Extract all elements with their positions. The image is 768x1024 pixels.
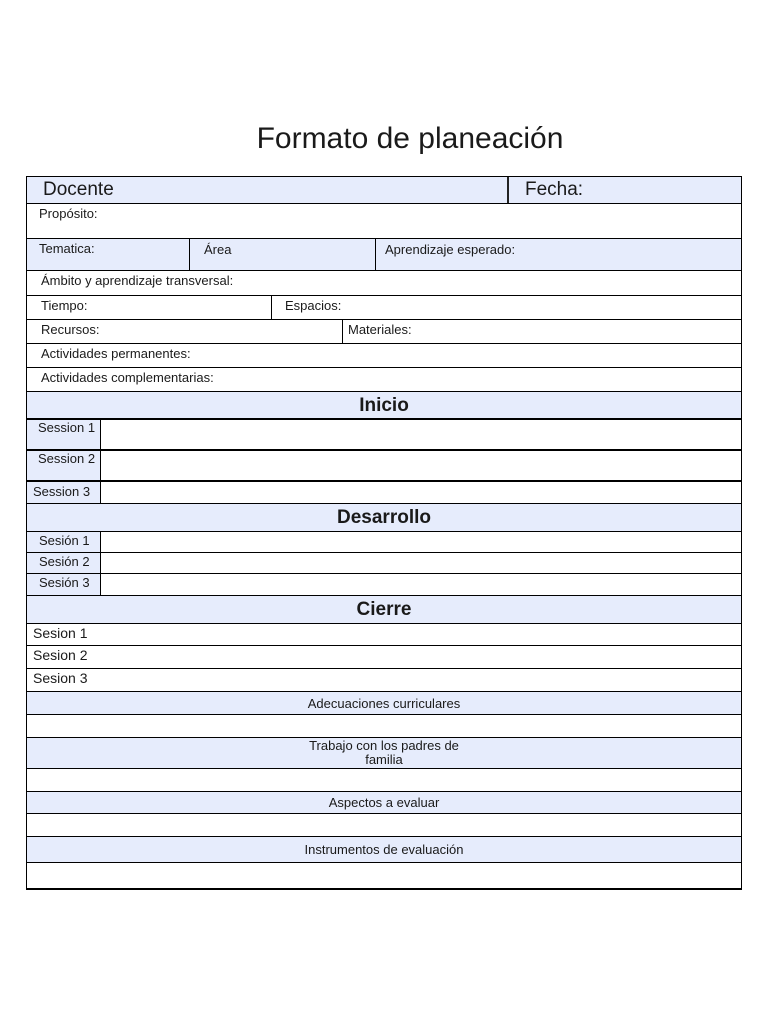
inicio-session-field[interactable] [100,420,741,449]
complementarias-field[interactable] [27,368,741,391]
cierre-session-row [27,646,741,669]
desarrollo-session-row [27,574,741,596]
area-field[interactable] [189,239,375,270]
aprendizaje-label: Aprendizaje esperado: [385,242,516,257]
proposito-field[interactable] [27,204,741,238]
desarrollo-session-field[interactable] [100,553,741,573]
inicio-session-field[interactable] [100,451,741,480]
espacios-label: Espacios: [285,298,342,313]
cierre-session-label: Sesion 1 [33,625,88,641]
planning-form [26,176,742,890]
desarrollo-session-field[interactable] [100,574,741,595]
tiempo-field[interactable] [27,296,271,319]
desarrollo-session-row [27,532,741,553]
desarrollo-session-label: Sesión 2 [27,553,100,573]
espacios-field[interactable] [271,296,741,319]
permanentes-label: Actividades permanentes: [41,346,191,361]
area-label: Área [204,242,232,257]
docente-label: Docente [43,179,114,200]
fecha-label: Fecha: [525,179,584,200]
cierre-title: Cierre [356,599,412,620]
cierre-session-row [27,624,741,646]
tematica-label: Tematica: [39,241,95,256]
tematica-row [27,239,741,271]
fecha-field[interactable] [507,177,741,203]
proposito-label: Propósito: [39,206,98,221]
tematica-field[interactable] [27,239,189,270]
adecuaciones-field[interactable] [27,715,741,738]
inicio-session-row [27,420,741,451]
desarrollo-session-label: Sesión 1 [27,532,100,552]
materiales-field[interactable] [342,320,741,343]
recursos-field[interactable] [27,320,342,343]
permanentes-field[interactable] [27,344,741,367]
desarrollo-session-field[interactable] [100,532,741,552]
desarrollo-title: Desarrollo [337,507,431,528]
header-row [27,177,741,204]
page-title: Formato de planeación [256,122,564,155]
inicio-session-row [27,451,741,482]
inicio-header [27,392,741,420]
cierre-session-row [27,669,741,692]
adecuaciones-label: Adecuaciones curriculares [307,695,461,711]
aprendizaje-field[interactable] [375,239,741,270]
instrumentos-field[interactable] [27,863,741,888]
desarrollo-session-label: Sesión 3 [27,574,100,595]
proposito-row [27,204,741,239]
inicio-session-label: Session 1 [27,420,100,449]
inicio-session-field[interactable] [100,482,741,503]
aspectos-header [27,792,741,814]
aspectos-label: Aspectos a evaluar [328,795,440,810]
instrumentos-label: Instrumentos de evaluación [304,842,464,857]
cierre-session-field[interactable] [27,624,741,645]
trabajo-header [27,738,741,769]
recursos-label: Recursos: [41,322,100,337]
tiempo-label: Tiempo: [41,298,88,313]
desarrollo-header [27,504,741,532]
complementarias-label: Actividades complementarias: [41,370,214,385]
recursos-row [27,320,741,344]
complementarias-row [27,368,741,392]
ambito-label: Ámbito y aprendizaje transversal: [41,273,234,288]
inicio-session-label: Session 2 [27,451,100,480]
desarrollo-session-row [27,553,741,574]
cierre-session-label: Sesion 3 [33,670,88,686]
ambito-field[interactable] [27,271,741,295]
ambito-row [27,271,741,296]
cierre-session-label: Sesion 2 [33,647,88,663]
inicio-session-label: Session 3 [27,482,100,503]
trabajo-label: Trabajo con los padres de familia [309,738,459,767]
adecuaciones-header [27,692,741,715]
inicio-session-row [27,482,741,504]
cierre-session-field[interactable] [27,669,741,691]
trabajo-field[interactable] [27,769,741,792]
aspectos-field[interactable] [27,814,741,837]
cierre-header [27,596,741,624]
inicio-title: Inicio [359,395,409,416]
tiempo-row [27,296,741,320]
permanentes-row [27,344,741,368]
docente-field[interactable] [27,177,507,203]
cierre-session-field[interactable] [27,646,741,668]
instrumentos-header [27,837,741,863]
materiales-label: Materiales: [348,322,412,337]
